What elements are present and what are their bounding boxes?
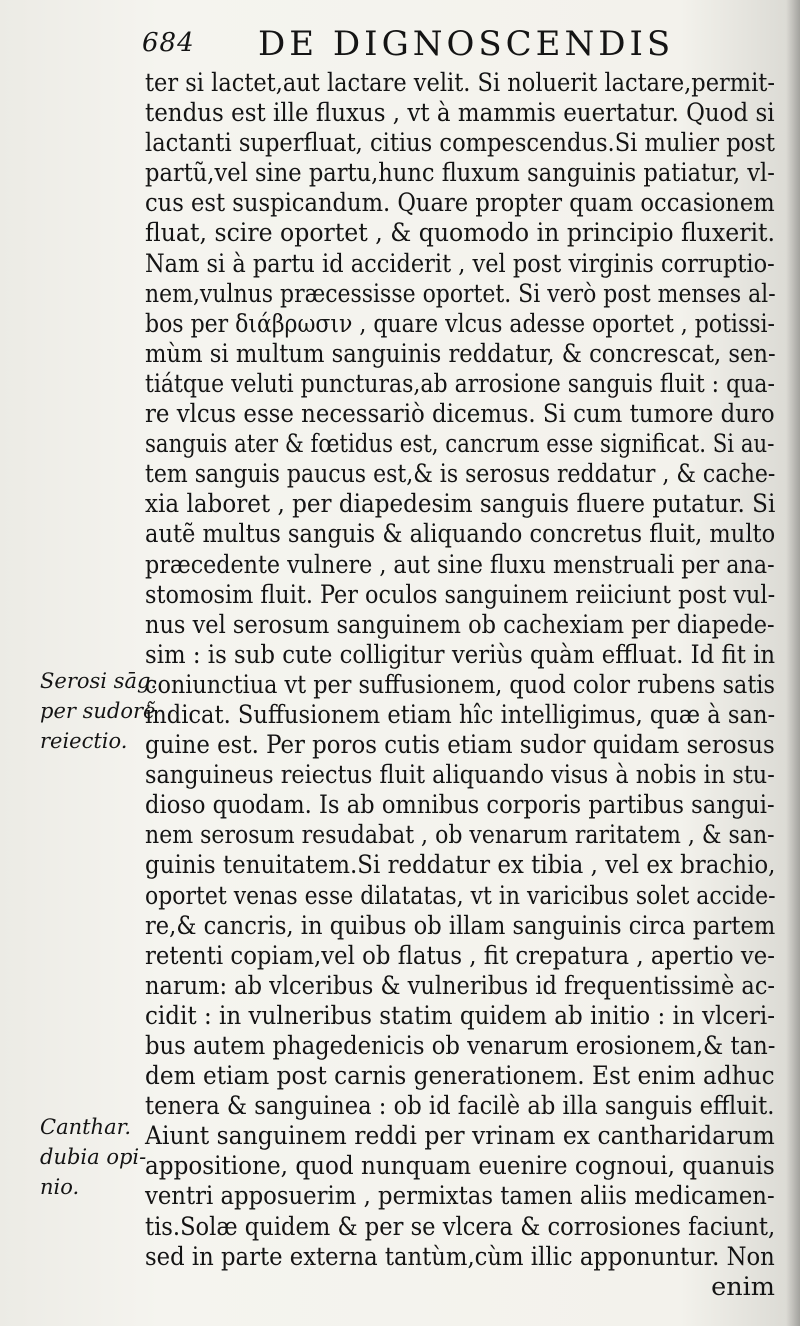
margin-note-line: Canthar. — [40, 1115, 132, 1139]
text-line: præcedente vulnere , aut sine fluxu menstruali per ana- — [145, 549, 775, 580]
margin-note-line: Serosi sāg. — [40, 669, 158, 693]
running-title: DE DIGNOSCENDIS — [258, 24, 675, 64]
text-line: fluat, scire oportet , & quomodo in principio fluxerit. — [145, 218, 776, 249]
text-line: retenti copiam,vel ob flatus , fit crepatura , apertio ve- — [145, 940, 775, 971]
text-line: lactanti superfluat, citius compescendus.Si mulier post — [145, 128, 775, 159]
text-line: re,& cancris, in quibus ob illam sanguinis circa partem — [145, 910, 776, 941]
margin-note-line: nio. — [40, 1175, 80, 1199]
text-line: nem serosum resudabat , ob venarum raritatem , & san- — [145, 820, 775, 851]
text-line: tendus est ille fluxus , vt à mammis euertatur. Quod si — [145, 98, 775, 129]
text-line: re vlcus esse necessariò dicemus. Si cum tumore duro — [145, 399, 775, 430]
text-line: tenera & sanguinea : ob id facilè ab illa sanguis effluit. — [145, 1091, 775, 1122]
text-line: partũ,vel sine partu,hunc fluxum sanguinis patiatur, vl- — [145, 158, 775, 189]
text-line: dioso quodam. Is ab omnibus corporis partibus sangui- — [145, 790, 775, 821]
page-number: 684 — [142, 28, 195, 58]
page-edge-shadow — [786, 0, 800, 1326]
text-line: sed in parte externa tantùm,cùm illic apponuntur. Non — [145, 1241, 775, 1272]
text-line: appositione, quod nunquam euenire cognoui, quanuis — [145, 1151, 775, 1182]
margin-note-line: dubia opi- — [40, 1145, 147, 1169]
text-line: ventri apposuerim , permixtas tamen aliis medicamen- — [145, 1181, 775, 1212]
text-line: Nam si à partu id acciderit , vel post virginis corruptio- — [145, 248, 775, 279]
margin-note-canthar — [40, 1112, 150, 1202]
text-line: autẽ multus sanguis & aliquando concretus fluit, multo — [145, 519, 776, 550]
text-line: cidit : in vulneribus statim quidem ab initio : in vlceri- — [145, 1000, 776, 1031]
margin-note-line: per sudorẽ — [40, 699, 156, 723]
text-line: nus vel serosum sanguinem ob cachexiam per diapede- — [145, 609, 775, 640]
text-line: xia laboret , per diapedesim sanguis fluere putatur. Si — [145, 489, 776, 520]
text-line: bus autem phagedenicis ob venarum erosionem,& tan- — [145, 1031, 776, 1061]
main-text-block — [145, 68, 775, 1302]
text-line: tiátque veluti puncturas,ab arrosione sanguis fluit : qua- — [145, 368, 775, 399]
margin-note-serosi — [40, 666, 158, 756]
text-line: mùm si multum sanguinis reddatur, & concrescat, sen- — [145, 338, 776, 369]
text-line: nem,vulnus præcessisse oportet. Si verò post menses al- — [145, 278, 776, 309]
text-line: sim : is sub cute colligitur veriùs quàm effluat. Id fit in — [145, 639, 776, 670]
catchword: enim — [711, 1271, 775, 1302]
text-line: cus est suspicandum. Quare propter quam occasionem — [145, 188, 775, 219]
text-line: tis.Solæ quidem & per se vlcera & corrosiones faciunt, — [145, 1211, 776, 1242]
text-line: coniunctiua vt per suffusionem, quod color rubens satis — [145, 669, 775, 700]
text-line: dem etiam post carnis generationem. Est enim adhuc — [145, 1061, 775, 1092]
margin-note-line: reiectio. — [40, 729, 128, 753]
text-line: sanguis ater & fœtidus est, cancrum esse significat. Si au- — [145, 429, 775, 460]
text-line: Aiunt sanguinem reddi per vrinam ex cantharidarum — [145, 1121, 775, 1152]
text-line: indicat. Suffusionem etiam hîc intelligimus, quæ à san- — [145, 699, 776, 730]
text-line: guinis tenuitatem.Si reddatur ex tibia , vel ex brachio, — [145, 850, 776, 881]
text-line: tem sanguis paucus est,& is serosus reddatur , & cache- — [145, 459, 776, 490]
text-line: sanguineus reiectus fluit aliquando visus à nobis in stu- — [145, 760, 775, 791]
text-line: stomosim fluit. Per oculos sanguinem reiiciunt post vul- — [145, 579, 776, 610]
text-line: guine est. Per poros cutis etiam sudor quidam serosus — [145, 730, 775, 761]
text-line: narum: ab vlceribus & vulneribus id frequentissimè ac- — [145, 970, 776, 1001]
text-line: oportet venas esse dilatatas, vt in varicibus solet accide- — [145, 880, 776, 911]
page-header — [140, 22, 780, 70]
text-line: bos per διάβρωσιν , quare vlcus adesse oportet , potissi- — [145, 308, 775, 339]
text-line: ter si lactet,aut lactare velit. Si noluerit lactare,permit- — [145, 68, 775, 98]
